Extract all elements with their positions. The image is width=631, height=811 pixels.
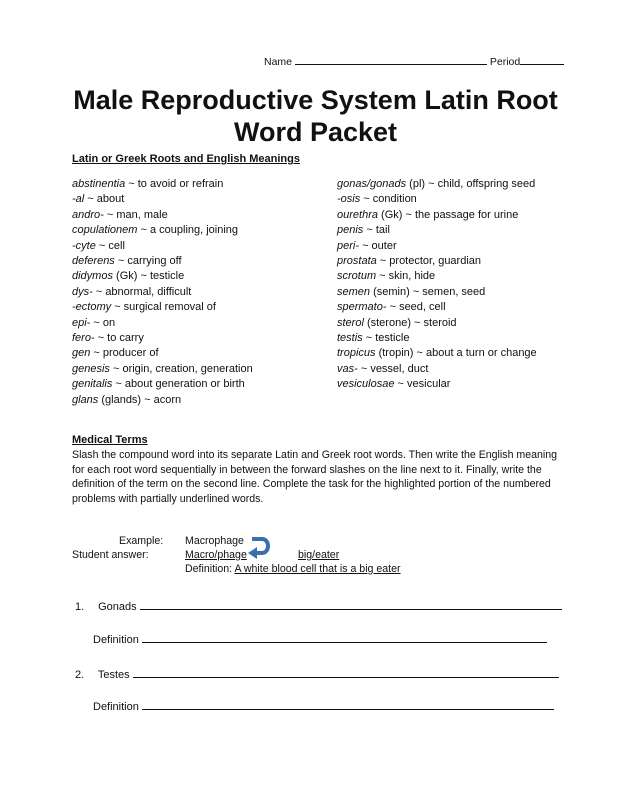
root-word: didymos bbox=[72, 270, 113, 283]
question-1-term: Gonads bbox=[98, 601, 137, 613]
example-definition-label: Definition: bbox=[185, 563, 233, 575]
roots-list-right bbox=[337, 177, 537, 393]
root-meaning: ~ testicle bbox=[137, 270, 185, 283]
example-definition-text: A white blood cell that is a big eater bbox=[234, 563, 401, 575]
name-blank[interactable] bbox=[295, 64, 487, 65]
root-word: andro- bbox=[72, 208, 104, 221]
root-word: semen bbox=[337, 285, 371, 298]
root-entry bbox=[72, 393, 253, 408]
root-entry bbox=[72, 223, 253, 238]
root-word: peri- bbox=[337, 239, 360, 252]
root-word: dys- bbox=[72, 285, 93, 298]
root-word: vesiculosae bbox=[337, 378, 395, 391]
question-1-term-blank[interactable] bbox=[140, 609, 562, 610]
question-1-definition-blank[interactable] bbox=[142, 642, 547, 643]
root-word: -osis bbox=[337, 193, 361, 206]
question-1-term-row bbox=[75, 601, 562, 613]
root-word: penis bbox=[337, 224, 364, 237]
root-meaning: ~ acorn bbox=[141, 393, 182, 406]
roots-list-left bbox=[72, 177, 253, 408]
root-entry bbox=[337, 192, 537, 207]
root-entry bbox=[72, 377, 253, 392]
root-meaning: ~ on bbox=[90, 316, 116, 329]
root-meaning: ~ child, offspring seed bbox=[425, 178, 536, 190]
name-period-header bbox=[264, 56, 564, 68]
question-2-definition-row bbox=[93, 701, 554, 713]
root-word: genitalis bbox=[72, 378, 113, 391]
root-meaning: ~ to avoid or refrain bbox=[125, 178, 224, 190]
root-word: fero- bbox=[72, 332, 95, 345]
root-entry bbox=[72, 300, 253, 315]
root-word: gen bbox=[72, 347, 91, 360]
root-entry bbox=[337, 346, 537, 361]
root-word: vas- bbox=[337, 362, 358, 375]
root-meaning: ~ vessel, duct bbox=[357, 362, 429, 375]
root-meaning: ~ man, male bbox=[103, 208, 168, 221]
root-meaning: ~ about a turn or change bbox=[413, 347, 537, 360]
question-1-definition-row bbox=[93, 634, 547, 646]
root-word: copulationem bbox=[72, 224, 138, 237]
root-variant: (pl) bbox=[406, 178, 426, 190]
root-variant: (Gk) bbox=[377, 208, 403, 221]
root-entry bbox=[337, 239, 537, 254]
root-meaning: ~ testicle bbox=[362, 332, 410, 345]
root-meaning: ~ about bbox=[84, 193, 125, 206]
root-meaning: ~ condition bbox=[360, 193, 417, 206]
root-entry bbox=[337, 316, 537, 331]
root-word: prostata bbox=[337, 255, 377, 268]
root-variant: (sterone) bbox=[363, 316, 411, 329]
root-word: genesis bbox=[72, 362, 110, 375]
question-2-definition-label: Definition bbox=[93, 701, 139, 713]
root-entry bbox=[72, 316, 253, 331]
root-meaning: ~ semen, seed bbox=[409, 285, 486, 298]
root-variant: (glands) bbox=[98, 393, 142, 406]
question-1-number: 1. bbox=[75, 601, 85, 613]
root-word: ourethra bbox=[337, 208, 378, 221]
root-meaning: ~ vesicular bbox=[394, 378, 451, 391]
root-word: gonas/gonads bbox=[337, 178, 407, 190]
root-entry bbox=[337, 177, 537, 192]
title-line-2: Word Packet bbox=[233, 117, 398, 147]
student-answer-label: Student answer: bbox=[72, 549, 149, 561]
root-meaning: ~ cell bbox=[95, 239, 125, 252]
page-title bbox=[40, 84, 591, 148]
root-variant: (Gk) bbox=[112, 270, 138, 283]
root-entry bbox=[72, 192, 253, 207]
root-entry bbox=[337, 331, 537, 346]
root-word: sterol bbox=[337, 316, 364, 329]
root-word: epi- bbox=[72, 316, 91, 329]
root-meaning: ~ steroid bbox=[410, 316, 457, 329]
root-word: testis bbox=[337, 332, 363, 345]
root-entry bbox=[72, 254, 253, 269]
root-entry bbox=[72, 239, 253, 254]
root-entry bbox=[337, 300, 537, 315]
root-entry bbox=[72, 331, 253, 346]
question-2-definition-blank[interactable] bbox=[142, 709, 554, 710]
root-meaning: ~ seed, cell bbox=[386, 301, 446, 314]
root-word: tropicus bbox=[337, 347, 376, 360]
root-entry bbox=[337, 377, 537, 392]
period-label: Period bbox=[489, 56, 521, 68]
root-meaning: ~ producer of bbox=[90, 347, 159, 360]
example-definition bbox=[185, 563, 401, 575]
root-meaning: ~ about generation or birth bbox=[112, 378, 245, 391]
root-entry bbox=[337, 254, 537, 269]
root-entry bbox=[337, 223, 537, 238]
root-meaning: ~ tail bbox=[363, 224, 390, 237]
roots-heading: Latin or Greek Roots and English Meanings bbox=[72, 153, 300, 165]
question-1-definition-label: Definition bbox=[93, 634, 139, 646]
root-entry bbox=[72, 346, 253, 361]
root-meaning: ~ to carry bbox=[94, 332, 144, 345]
root-meaning: ~ outer bbox=[359, 239, 397, 252]
root-meaning: ~ origin, creation, generation bbox=[109, 362, 253, 375]
student-answer-meaning: big/eater bbox=[298, 549, 340, 561]
period-blank[interactable] bbox=[520, 64, 564, 65]
root-entry bbox=[337, 269, 537, 284]
root-word: -cyte bbox=[72, 239, 96, 252]
root-meaning: ~ the passage for urine bbox=[402, 208, 519, 221]
root-word: deferens bbox=[72, 255, 115, 268]
root-entry bbox=[72, 177, 253, 192]
root-meaning: ~ a coupling, joining bbox=[137, 224, 239, 237]
student-answer-split: Macro/phage bbox=[185, 549, 247, 561]
root-word: abstinentia bbox=[72, 178, 126, 190]
medical-terms-heading: Medical Terms bbox=[72, 434, 148, 446]
root-meaning: ~ skin, hide bbox=[376, 270, 436, 283]
instructions-paragraph: Slash the compound word into its separate Latin and Greek root words. Then write the English meaning for each root word sequentially in between the forward slashes on the line next to it. Finally, write the definition of the term on the second line. Complete the task for the highlighted portion of the numbered problems with partially underlined words. bbox=[72, 449, 558, 505]
root-meaning: ~ protector, guardian bbox=[376, 255, 482, 268]
question-2-term-row bbox=[75, 669, 559, 681]
root-entry bbox=[72, 208, 253, 223]
root-word: -al bbox=[72, 193, 85, 206]
curved-arrow-icon bbox=[246, 536, 274, 560]
example-word: Macrophage bbox=[185, 535, 244, 547]
question-2-number: 2. bbox=[75, 669, 85, 681]
name-label: Name bbox=[264, 56, 293, 68]
question-2-term-blank[interactable] bbox=[133, 677, 559, 678]
root-variant: (tropin) bbox=[375, 347, 414, 360]
root-entry bbox=[337, 362, 537, 377]
root-entry bbox=[72, 362, 253, 377]
example-label: Example: bbox=[119, 535, 164, 547]
root-entry bbox=[72, 269, 253, 284]
root-meaning: ~ carrying off bbox=[114, 255, 182, 268]
root-entry bbox=[337, 285, 537, 300]
curved-arrow-head bbox=[248, 547, 257, 559]
title-line-1: Male Reproductive System Latin Root bbox=[73, 85, 558, 115]
question-2-term: Testes bbox=[97, 669, 130, 681]
root-word: spermato- bbox=[337, 301, 387, 314]
root-variant: (semin) bbox=[370, 285, 410, 298]
root-entry bbox=[72, 285, 253, 300]
root-entry bbox=[337, 208, 537, 223]
root-word: glans bbox=[72, 393, 99, 406]
root-meaning: ~ abnormal, difficult bbox=[92, 285, 192, 298]
root-word: -ectomy bbox=[72, 301, 112, 314]
root-word: scrotum bbox=[337, 270, 377, 283]
root-meaning: ~ surgical removal of bbox=[111, 301, 216, 314]
